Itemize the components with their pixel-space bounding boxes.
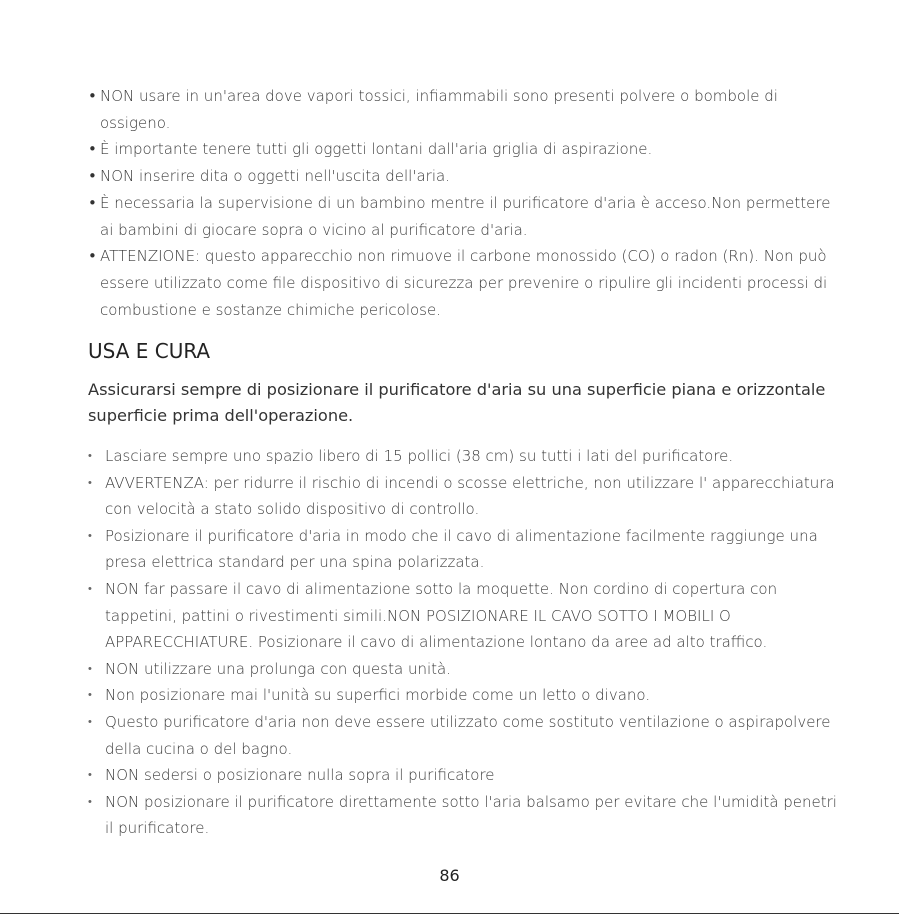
safety-bullet-list [88,83,848,323]
list-item: • NON inserire dita o oggetti nell'uscita dell'aria. [88,163,848,190]
list-item: • NON far passare il cavo di alimentazione sotto la moquette. Non cordino di copertura con tappetini, pattini o rivestimenti simili.NON POSIZIONARE IL CAVO SOTTO I MOBILI O APPARECCHIATURE. Posizionare il cavo di alimentazione lontano da aree ad alto traffico. [88,576,848,656]
list-item: • È necessaria la supervisione di un bambino mentre il purificatore d'aria è acceso.Non permettere ai bambini di giocare sopra o vicino al purificatore d'aria. [88,190,848,243]
page-bottom-divider [0,913,899,914]
section-intro: Assicurarsi sempre di posizionare il purificatore d'aria su una superficie piana e orizzontale superficie prima dell'operazione. [88,380,826,425]
list-item: • NON posizionare il purificatore direttamente sotto l'aria balsamo per evitare che l'umidità penetri il purificatore. [88,789,848,842]
list-item: • ATTENZIONE: questo apparecchio non rimuove il carbone monossido (CO) o radon (Rn). Non può essere utilizzato come file dispositivo di sicurezza per prevenire o ripulire gli incidenti processi di combustione e sostanze chimiche pericolose. [88,243,848,323]
list-item: • Posizionare il purificatore d'aria in modo che il cavo di alimentazione facilmente raggiunge una presa elettrica standard per una spina polarizzata. [88,523,848,576]
list-item: • Non posizionare mai l'unità su superfici morbide come un letto o divano. [88,682,848,709]
list-item: • È importante tenere tutti gli oggetti lontani dall'aria griglia di aspirazione. [88,136,848,163]
section-heading: USA E CURA [88,339,211,363]
page-number: 86 [439,866,460,885]
list-item: • NON usare in un'area dove vapori tossici, infiammabili sono presenti polvere o bombole di ossigeno. [88,83,848,136]
list-item: • AVVERTENZA: per ridurre il rischio di incendi o scosse elettriche, non utilizzare l' apparecchiatura con velocità a stato solido dispositivo di controllo. [88,470,848,523]
usage-bullet-list [88,443,848,842]
list-item: • NON sedersi o posizionare nulla sopra il purificatore [88,762,848,789]
list-item: • Questo purificatore d'aria non deve essere utilizzato come sostituto ventilazione o aspirapolvere della cucina o del bagno. [88,709,848,762]
list-item: • NON utilizzare una prolunga con questa unità. [88,656,848,683]
list-item: • Lasciare sempre uno spazio libero di 15 pollici (38 cm) su tutti i lati del purificatore. [88,443,848,470]
